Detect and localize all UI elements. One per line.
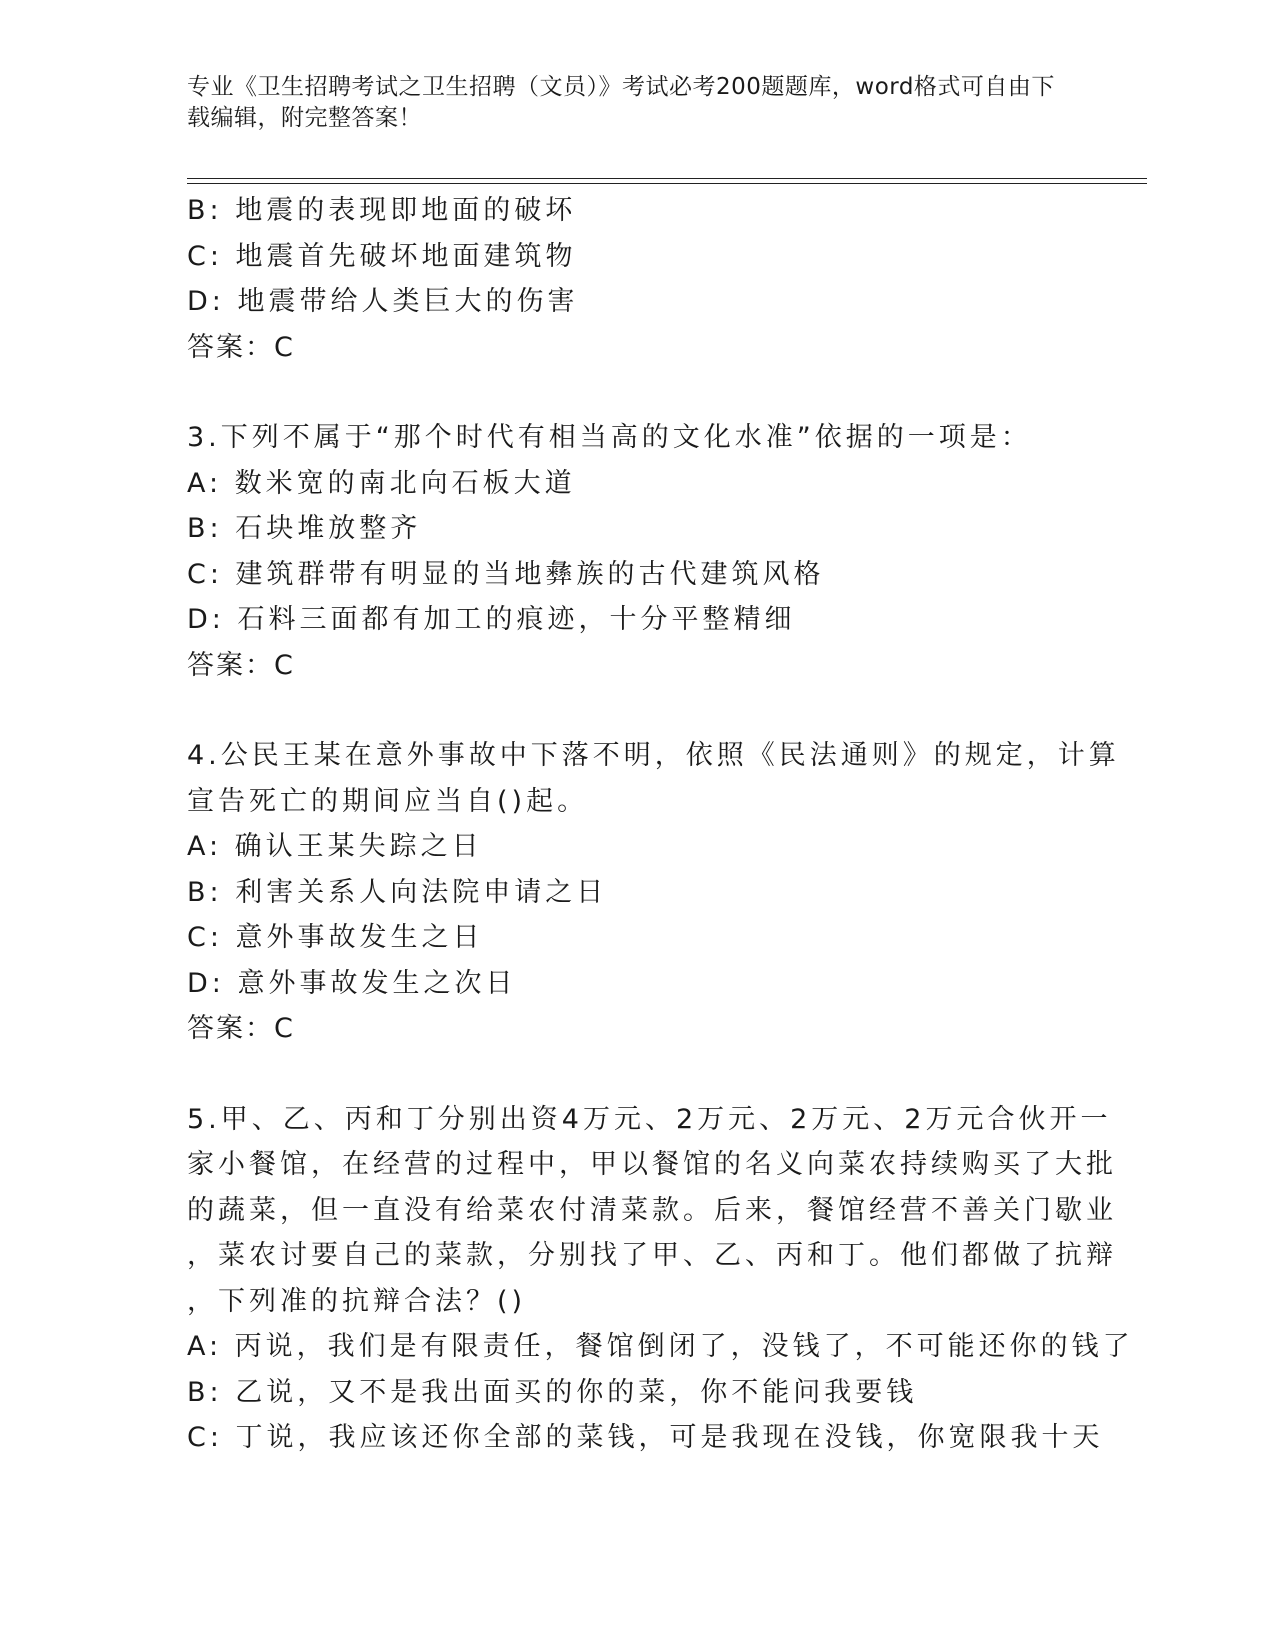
option-d: D: 石料三面都有加工的痕迹，十分平整精细 [187, 604, 796, 635]
question-text: 3.下列不属于“那个时代有相当高的文化水准”依据的一项是： [187, 422, 1032, 453]
option-b: B: 乙说，又不是我出面买的你的菜，你不能问我要钱 [187, 1376, 918, 1408]
option-d: D: 地震带给人类巨大的伤害 [187, 286, 579, 317]
option-a: A: 数米宽的南北向石板大道 [187, 467, 576, 499]
question-5 [187, 1097, 1134, 1461]
option-c: C: 丁说，我应该还你全部的菜钱，可是我现在没钱，你宽限我十天 [187, 1422, 1104, 1453]
option-a: A: 丙说，我们是有限责任，餐馆倒闭了，没钱了，不可能还你的钱了 [187, 1331, 1134, 1362]
question-4 [187, 733, 1120, 1052]
question-text-line: 4.公民王某在意外事故中下落不明，依照《民法通则》的规定，计算 [187, 740, 1120, 771]
question-text-line: 的蔬菜，但一直没有给菜农付清菜款。后来，餐馆经营不善关门歇业 [187, 1194, 1117, 1226]
option-c: C: 建筑群带有明显的当地彝族的古代建筑风格 [187, 558, 825, 590]
option-b: B: 地震的表现即地面的破坏 [187, 195, 577, 226]
question-text-line: 宣告死亡的期间应当自()起。 [187, 785, 589, 817]
question-text-line: ，菜农讨要自己的菜款，分别找了甲、乙、丙和丁。他们都做了抗辩 [187, 1240, 1117, 1271]
question-3 [187, 415, 1067, 688]
option-c: C: 意外事故发生之日 [187, 922, 484, 953]
answer: 答案：C [187, 649, 295, 681]
answer: 答案：C [187, 1013, 295, 1044]
option-a: A: 确认王某失踪之日 [187, 831, 483, 862]
question-2 [187, 188, 1067, 370]
answer: 答案：C [187, 331, 295, 363]
option-c: C: 地震首先破坏地面建筑物 [187, 240, 577, 272]
header-rule-bottom [187, 183, 1147, 184]
question-text-line: 5.甲、乙、丙和丁分别出资4万元、2万元、2万元、2万元合伙开一 [187, 1103, 1112, 1135]
document-body [187, 188, 1134, 1461]
option-b: B: 石块堆放整齐 [187, 513, 422, 544]
option-d: D: 意外事故发生之次日 [187, 967, 517, 999]
question-text-line: 家小餐馆，在经营的过程中，甲以餐馆的名义向菜农持续购买了大批 [187, 1149, 1117, 1180]
header-rule-top [187, 178, 1147, 179]
question-text-line: ，下列准的抗辩合法？() [187, 1285, 527, 1317]
document-header: 专业《卫生招聘考试之卫生招聘（文员）》考试必考200题题库，word格式可自由下载编辑，附完整答案！ [187, 74, 1055, 131]
option-b: B: 利害关系人向法院申请之日 [187, 876, 608, 908]
